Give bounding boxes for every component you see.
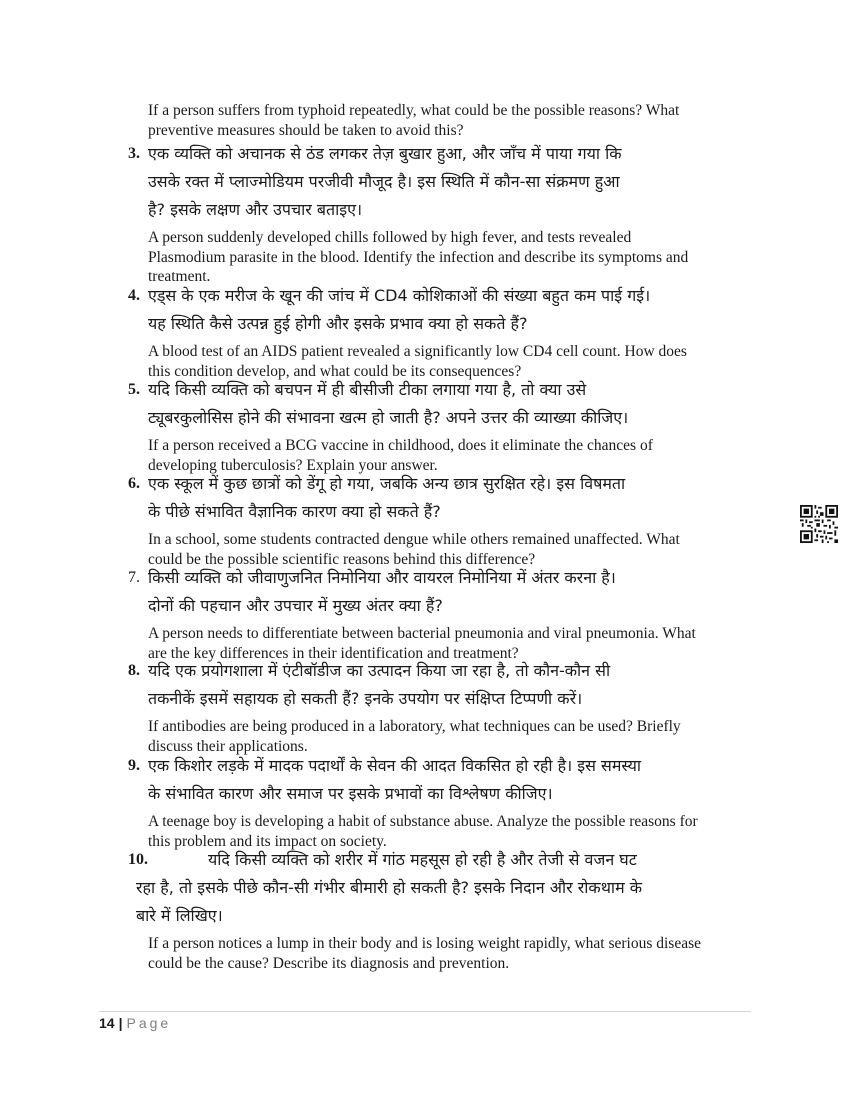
question-english: A teenage boy is developing a habit of substance abuse. Analyze the possible reasons for this problem and its impact on society. — [148, 813, 698, 850]
question-number: 3. — [128, 145, 140, 162]
footer-separator: | — [118, 1015, 123, 1031]
question-6 — [128, 470, 756, 569]
question-english: If a person received a BCG vaccine in childhood, does it eliminate the chances of developing tuberculosis? Explain your answer. — [148, 437, 653, 474]
question-hindi: एड्स के एक मरीज के खून की जांच में CD4 कोशिकाओं की संख्या बहुत कम पाई गई। यह स्थिति कैसे उत्पन्न हुई होगी और इसके प्रभाव क्या हो सकते हैं? — [148, 286, 651, 333]
question-5 — [128, 376, 756, 475]
footer-divider — [99, 1011, 751, 1012]
question-hindi: किसी व्यक्ति को जीवाणुजनित निमोनिया और वायरल निमोनिया में अंतर करना है। दोनों की पहचान और उपचार में मुख्य अंतर क्या हैं? — [148, 568, 616, 615]
question-4 — [128, 282, 756, 381]
text-line: preventive measures should be taken to avoid this? — [148, 121, 464, 139]
question-2-english-continuation — [148, 101, 748, 140]
question-english: If antibodies are being produced in a laboratory, what techniques can be used? Briefly discuss their applications. — [148, 718, 681, 755]
page-number: 14 — [99, 1015, 115, 1031]
question-number: 8. — [128, 662, 140, 679]
question-8 — [128, 657, 756, 756]
question-hindi: एक व्यक्ति को अचानक से ठंड लगकर तेज़ बुखार हुआ, और जाँच में पाया गया कि उसके रक्त में प्लाज्मोडियम परजीवी मौजूद है। इस स्थिति में कौन-सा संक्रमण हुआ है? इसके लक्षण और उपचार बताइए। — [148, 144, 622, 219]
page-label: Page — [126, 1015, 172, 1031]
question-english: A person suddenly developed chills followed by high fever, and tests revealed Plasmodium parasite in the blood. Identify the infection and describe its symptoms and treatment. — [148, 229, 689, 285]
question-10 — [128, 846, 756, 973]
question-7 — [128, 564, 756, 663]
qr-code-image — [800, 505, 838, 543]
question-3 — [128, 140, 756, 287]
question-hindi: यदि किसी व्यक्ति को बचपन में ही बीसीजी टीका लगाया गया है, तो क्या उसे ट्यूबरकुलोसिस होने की संभावना खत्म हो जाती है? अपने उत्तर की व्याख्या कीजिए। — [148, 380, 629, 427]
question-number: 5. — [128, 381, 140, 398]
question-number: 9. — [128, 757, 140, 774]
question-number: 7. — [128, 569, 140, 586]
question-number: 6. — [128, 475, 140, 492]
page-footer — [99, 1015, 171, 1031]
question-english: In a school, some students contracted dengue while others remained unaffected. What could be the possible scientific reasons behind this difference? — [148, 531, 680, 568]
question-hindi: यदि एक प्रयोगशाला में एंटीबॉडीज का उत्पादन किया जा रहा है, तो कौन-कौन सी तकनीकें इसमें सहायक हो सकती हैं? इनके उपयोग पर संक्षिप्त टिप्पणी करें। — [148, 661, 611, 708]
question-hindi: एक किशोर लड़के में मादक पदार्थों के सेवन की आदत विकसित हो रही है। इस समस्या के संभावित कारण और समाज पर इसके प्रभावों का विश्लेषण कीजिए। — [148, 756, 642, 803]
question-9 — [128, 752, 756, 851]
text-line: If a person suffers from typhoid repeatedly, what could be the possible reasons? What — [148, 102, 680, 119]
question-english: A person needs to differentiate between bacterial pneumonia and viral pneumonia. What are the key differences in their identification and treatment? — [148, 625, 696, 662]
question-hindi: यदि किसी व्यक्ति को शरीर में गांठ महसूस हो रही है और तेजी से वजन घट रहा है, तो इसके पीछे कौन-सी गंभीर बीमारी हो सकती है? इसके निदान और रोकथाम के बारे में लिखिए। — [136, 850, 643, 925]
question-number: 10. — [128, 851, 148, 868]
question-hindi: एक स्कूल में कुछ छात्रों को डेंगू हो गया, जबकि अन्य छात्र सुरक्षित रहे। इस विषमता के पीछे संभावित वैज्ञानिक कारण क्या हो सकते हैं? — [148, 474, 626, 521]
question-english: A blood test of an AIDS patient revealed a significantly low CD4 cell count. How does this condition develop, and what could be its consequences? — [148, 343, 687, 380]
question-number: 4. — [128, 287, 140, 304]
question-english: If a person notices a lump in their body and is losing weight rapidly, what serious disease could be the cause? Describe its diagnosis and prevention. — [148, 935, 702, 972]
